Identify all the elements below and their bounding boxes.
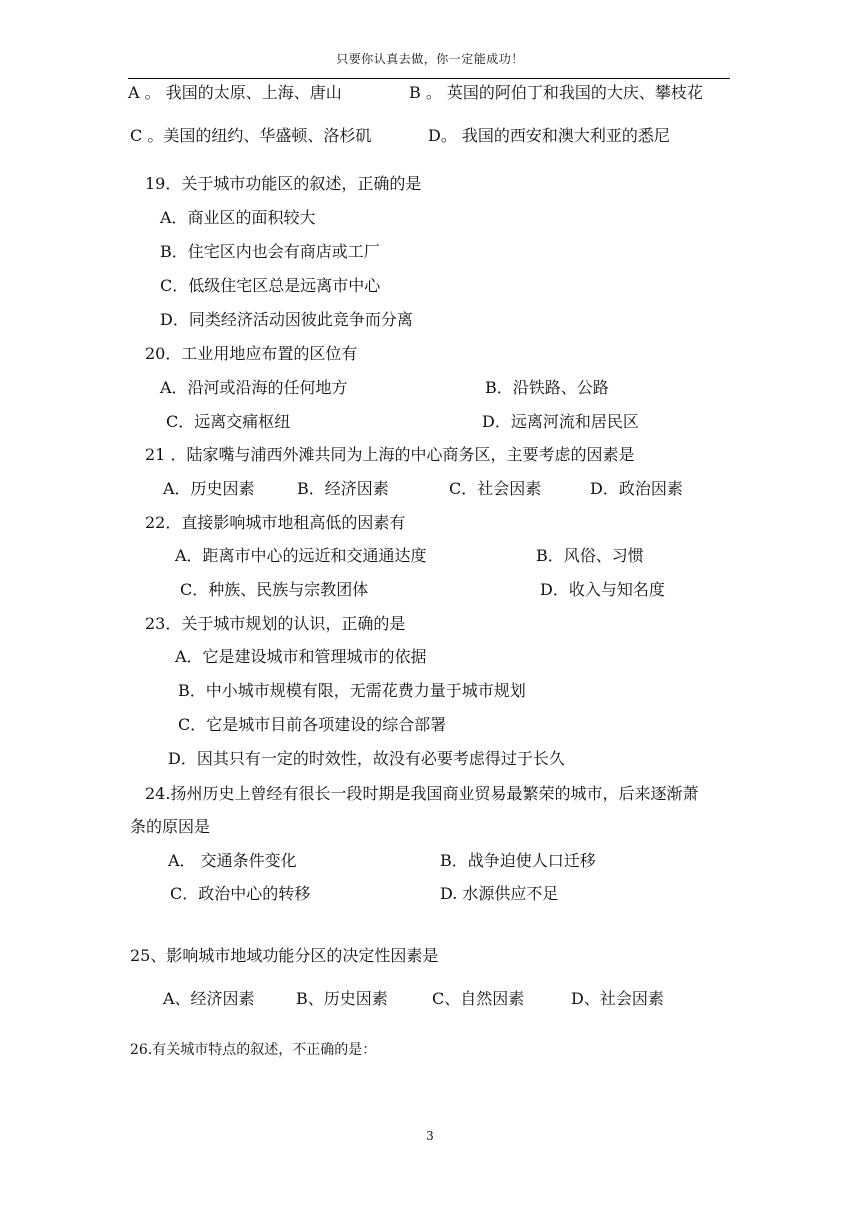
q24-option-d: D. 水源供应不足 <box>440 884 559 903</box>
q21-option-d: D．政治因素 <box>590 479 683 498</box>
q20-option-b: B．沿铁路、公路 <box>485 378 609 397</box>
q20-stem: 20．工业用地应布置的区位有 <box>145 344 358 363</box>
header-rule <box>128 78 730 79</box>
q26-stem: 26.有关城市特点的叙述，不正确的是： <box>130 1042 377 1058</box>
q19-option-b: B．住宅区内也会有商店或工厂 <box>160 242 380 261</box>
header-motto: 只要你认真去做，你一定能成功！ <box>336 52 524 66</box>
q24-option-b: B．战争迫使人口迁移 <box>440 851 596 870</box>
q18-option-b: B 。 英国的阿伯丁和我国的大庆、攀枝花 <box>409 83 703 102</box>
q21-stem: 21 ．陆家嘴与浦西外滩共同为上海的中心商务区，主要考虑的因素是 <box>145 445 635 464</box>
q22-option-c: C．种族、民族与宗教团体 <box>180 580 369 599</box>
q19-stem: 19．关于城市功能区的叙述，正确的是 <box>145 174 422 193</box>
page-number: 3 <box>426 1129 434 1143</box>
q24-option-a: A． 交通条件变化 <box>168 851 297 870</box>
q24-option-c: C．政治中心的转移 <box>170 884 311 903</box>
q25-option-a: A、经济因素 <box>163 989 255 1008</box>
q22-option-a: A．距离市中心的远近和交通通达度 <box>175 546 427 565</box>
q23-option-a: A．它是建设城市和管理城市的依据 <box>175 647 427 666</box>
q19-option-c: C．低级住宅区总是远离市中心 <box>160 276 381 295</box>
q24-stem-line-2: 条的原因是 <box>130 817 211 836</box>
q21-option-b: B．经济因素 <box>297 479 389 498</box>
q22-stem: 22．直接影响城市地租高低的因素有 <box>145 513 406 532</box>
q23-stem: 23．关于城市规划的认识，正确的是 <box>145 614 406 633</box>
q20-option-c: C．远离交痛枢纽 <box>166 412 291 431</box>
q18-option-d: D。 我国的西安和澳大利亚的悉尼 <box>428 126 670 145</box>
q23-option-d: D．因其只有一定的时效性，故没有必要考虑得过于长久 <box>168 749 565 768</box>
q24-stem-line-1: 24.扬州历史上曾经有很长一段时期是我国商业贸易最繁荣的城市，后来逐渐萧 <box>145 784 699 803</box>
q20-option-d: D．远离河流和居民区 <box>482 412 639 431</box>
q18-option-c: C 。美国的纽约、华盛顿、洛杉矶 <box>130 126 372 145</box>
q25-option-d: D、社会因素 <box>571 989 664 1008</box>
q22-option-b: B．风俗、习惯 <box>536 546 644 565</box>
q25-option-c: C、自然因素 <box>432 989 525 1008</box>
q19-option-a: A．商业区的面积较大 <box>160 208 316 227</box>
q23-option-b: B．中小城市规模有限，无需花费力量于城市规划 <box>178 681 526 700</box>
q25-option-b: B、历史因素 <box>296 989 388 1008</box>
q19-option-d: D．同类经济活动因彼此竞争而分离 <box>160 310 413 329</box>
q22-option-d: D．收入与知名度 <box>540 580 665 599</box>
q21-option-c: C．社会因素 <box>449 479 542 498</box>
q25-stem: 25、影响城市地域功能分区的决定性因素是 <box>130 946 439 965</box>
q23-option-c: C．它是城市目前各项建设的综合部署 <box>178 715 447 734</box>
q18-option-a: A 。 我国的太原、上海、唐山 <box>128 83 342 102</box>
q21-option-a: A．历史因素 <box>163 479 255 498</box>
q20-option-a: A．沿河或沿海的任何地方 <box>160 378 348 397</box>
